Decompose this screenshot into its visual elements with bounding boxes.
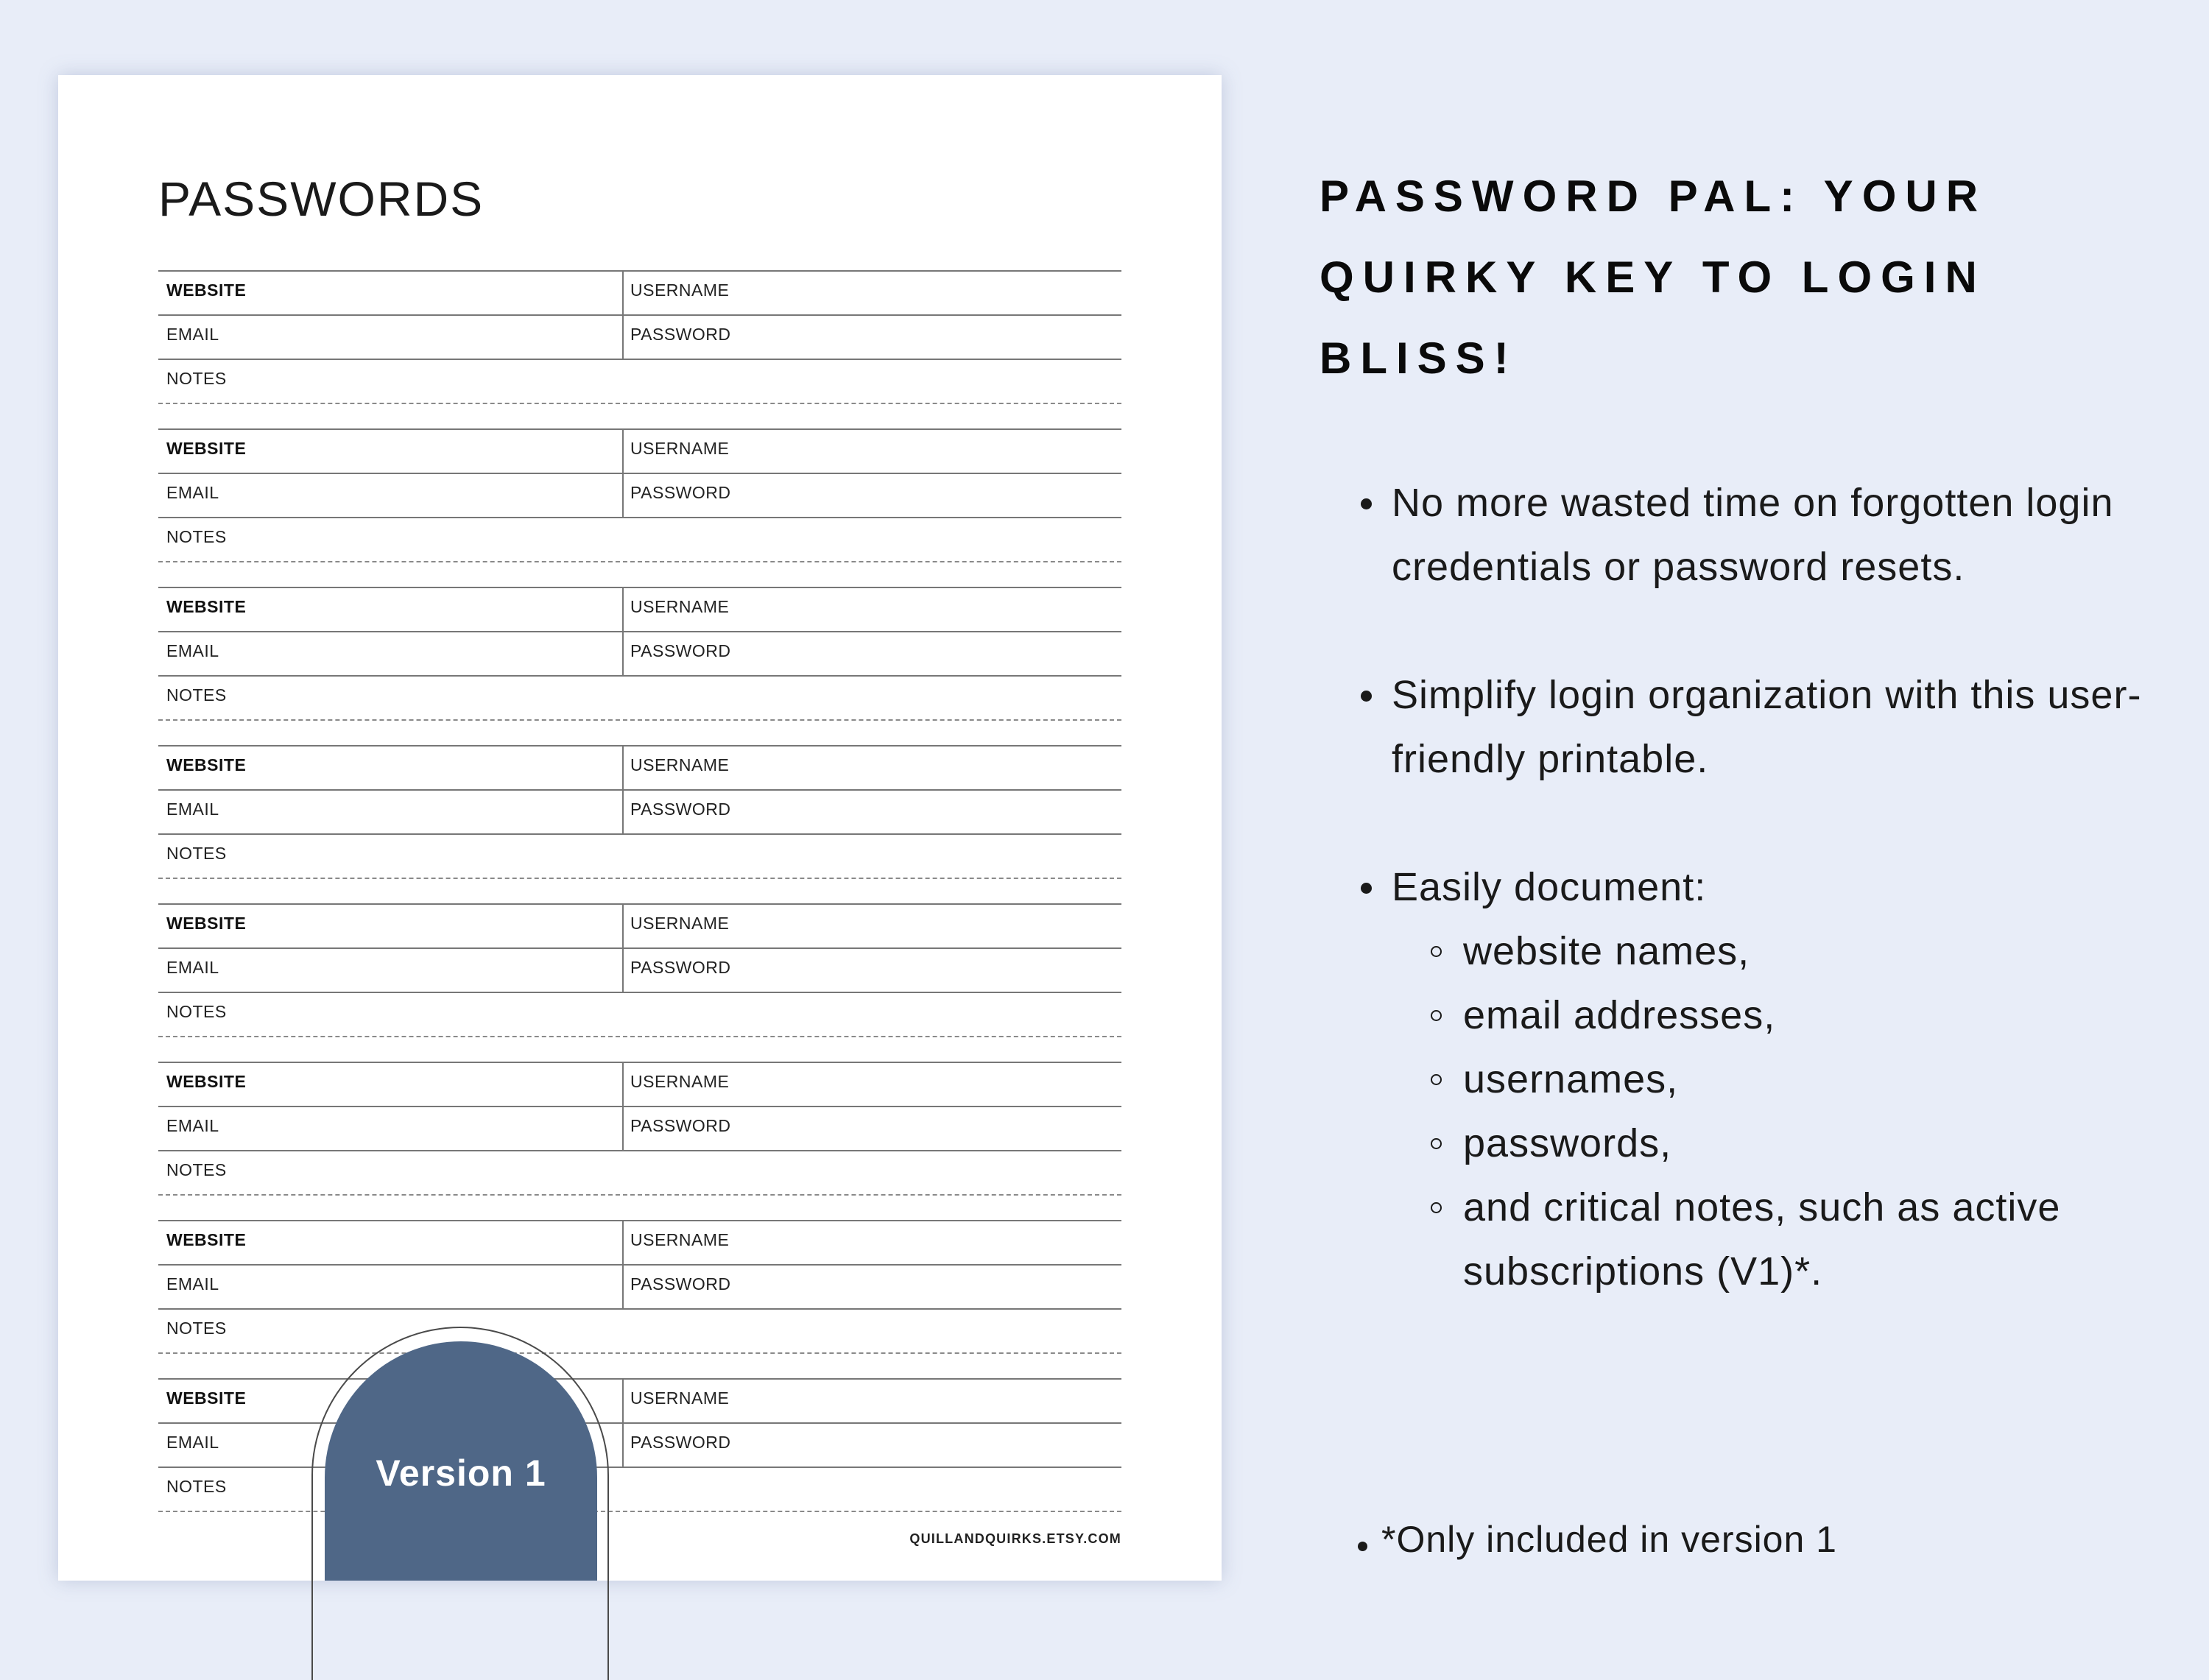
rule-line [158,473,1121,474]
rule-line [158,517,1121,518]
rule-line [158,1150,1121,1151]
password-label: PASSWORD [630,1433,731,1452]
printable-sheet [58,75,1222,1581]
footnote: *Only included in version 1 [1381,1519,1837,1560]
rule-line [158,1264,1121,1266]
password-label: PASSWORD [630,483,731,502]
password-entry [158,745,1121,903]
website-label: WEBSITE [166,597,247,616]
rule-line [158,587,1121,588]
dashed-separator [158,1511,1121,1512]
dashed-separator [158,719,1121,721]
website-label: WEBSITE [166,280,247,300]
column-divider [622,1378,624,1467]
notes-label: NOTES [166,844,227,863]
rule-line [158,1422,1121,1424]
website-label: WEBSITE [166,755,247,774]
sheet-title: PASSWORDS [158,172,485,226]
notes-label: NOTES [166,1160,227,1179]
column-divider [622,270,624,359]
feature-bullet: Simplify login organization with this user-friendly printable. [1392,663,2172,791]
rule-line [158,1220,1121,1221]
rule-line [158,359,1121,360]
sub-bullet: website names, [1463,920,2172,984]
password-entry [158,1062,1121,1220]
password-entry [158,587,1121,745]
notes-label: NOTES [166,1477,227,1496]
sub-bullet: passwords, [1463,1112,2172,1176]
password-entry [158,270,1121,428]
rule-line [158,1308,1121,1310]
rule-line [158,270,1121,272]
dashed-separator [158,878,1121,879]
username-label: USERNAME [630,1072,730,1091]
username-label: USERNAME [630,1230,730,1249]
username-label: USERNAME [630,914,730,933]
column-divider [622,903,624,992]
version-badge-label: Version 1 [376,1453,546,1494]
rule-line [158,1378,1121,1380]
username-label: USERNAME [630,439,730,458]
rule-line [158,675,1121,677]
rule-line [158,1062,1121,1063]
website-label: WEBSITE [166,914,247,933]
feature-bullet-group [1392,855,2172,1304]
rule-line [158,903,1121,905]
password-label: PASSWORD [630,641,731,660]
shop-url: QUILLANDQUIRKS.ETSY.COM [909,1531,1121,1546]
rule-line [158,947,1121,949]
feature-bullet: No more wasted time on forgotten login credentials or password resets. [1392,471,2172,599]
rule-line [158,992,1121,993]
email-label: EMAIL [166,483,219,502]
password-entry [158,903,1121,1062]
dashed-separator [158,1352,1121,1354]
email-label: EMAIL [166,325,219,344]
column-divider [622,428,624,517]
email-label: EMAIL [166,1274,219,1293]
column-divider [622,745,624,833]
password-entry-grid [158,270,1121,1536]
password-label: PASSWORD [630,1116,731,1135]
column-divider [622,1220,624,1308]
password-entry [158,1220,1121,1378]
email-label: EMAIL [166,800,219,819]
sub-bullet: email addresses, [1463,984,2172,1048]
website-label: WEBSITE [166,1072,247,1091]
website-label: WEBSITE [166,439,247,458]
sub-bullet: and critical notes, such as active subscriptions (V1)*. [1463,1176,2172,1304]
promo-headline: PASSWORD PAL: YOUR QUIRKY KEY TO LOGIN BLISS! [1320,172,1987,383]
email-label: EMAIL [166,641,219,660]
rule-line [158,631,1121,632]
dashed-separator [158,561,1121,562]
username-label: USERNAME [630,280,730,300]
password-label: PASSWORD [630,800,731,819]
password-label: PASSWORD [630,1274,731,1293]
rule-line [158,789,1121,791]
dashed-separator [158,1036,1121,1037]
notes-label: NOTES [166,527,227,546]
password-label: PASSWORD [630,958,731,977]
rule-line [158,1467,1121,1468]
password-entry [158,1378,1121,1536]
notes-label: NOTES [166,1319,227,1338]
email-label: EMAIL [166,958,219,977]
rule-line [158,428,1121,430]
rule-line [158,1106,1121,1107]
sub-bullet: usernames, [1463,1048,2172,1112]
email-label: EMAIL [166,1116,219,1135]
password-label: PASSWORD [630,325,731,344]
column-divider [622,587,624,675]
username-label: USERNAME [630,755,730,774]
notes-label: NOTES [166,1002,227,1021]
notes-label: NOTES [166,685,227,705]
website-label: WEBSITE [166,1230,247,1249]
password-entry [158,428,1121,587]
username-label: USERNAME [630,597,730,616]
dashed-separator [158,1194,1121,1196]
column-divider [622,1062,624,1150]
email-label: EMAIL [166,1433,219,1452]
dashed-separator [158,403,1121,404]
rule-line [158,314,1121,316]
rule-line [158,745,1121,747]
username-label: USERNAME [630,1388,730,1408]
rule-line [158,833,1121,835]
feature-bullet: Easily document: [1392,855,2172,920]
website-label: WEBSITE [166,1388,247,1408]
feature-list [1392,471,2172,1304]
notes-label: NOTES [166,369,227,388]
